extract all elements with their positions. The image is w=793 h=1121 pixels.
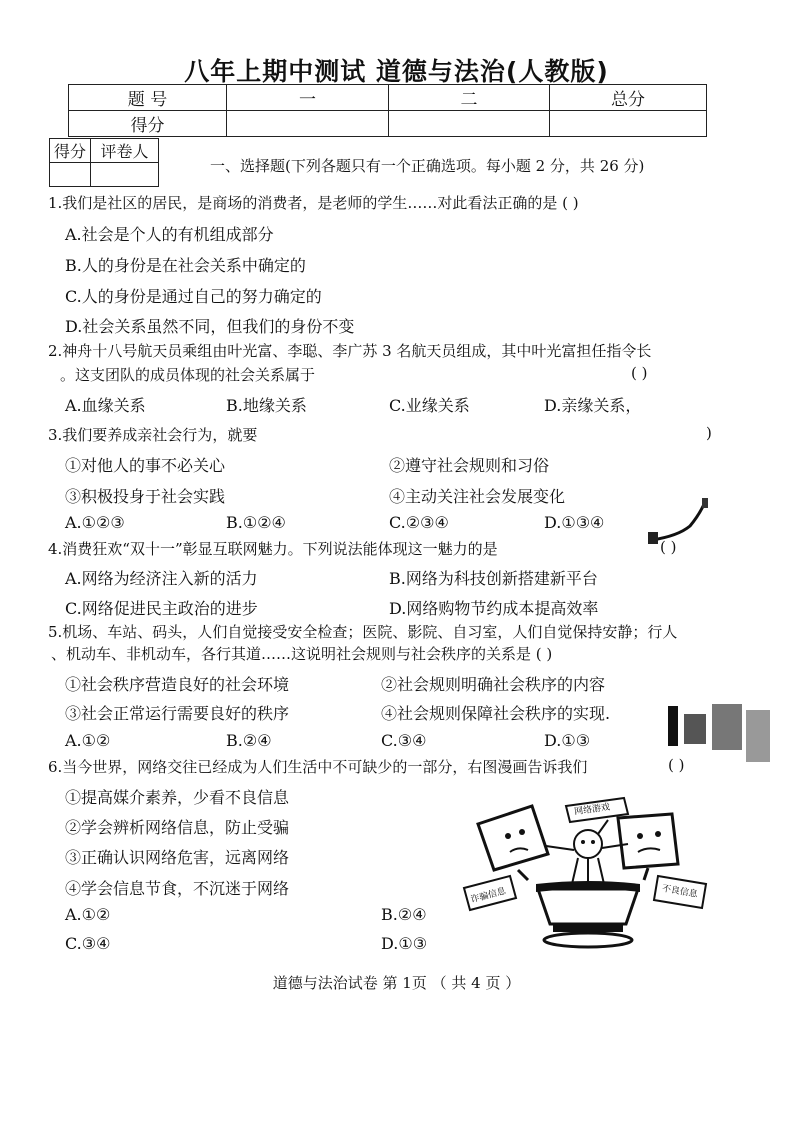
grader-name-label: 评卷人 bbox=[91, 139, 159, 163]
question-6-item-1: ①提高媒介素养，少看不良信息 bbox=[65, 788, 290, 807]
answer-paren: ( ) bbox=[631, 364, 648, 382]
question-6-option-d[interactable]: D.①③ bbox=[381, 934, 428, 953]
score-header-cell: 一 bbox=[227, 85, 389, 111]
cartoon-label: 诈骗信息 bbox=[469, 886, 508, 906]
answer-paren: ( ) bbox=[668, 756, 685, 774]
question-5-option-a[interactable]: A.①② bbox=[65, 731, 111, 750]
question-5-stem: 5.机场、车站、码头，人们自觉接受安全检查；医院、影院、自习室，人们自觉保持安静；行人 bbox=[48, 623, 678, 641]
score-row-label: 得分 bbox=[69, 111, 227, 137]
question-2-option-c[interactable]: C.业缘关系 bbox=[389, 396, 470, 415]
page-title: 八年上期中测试 道德与法治(人教版) bbox=[184, 57, 609, 86]
question-6-item-2: ②学会辨析网络信息，防止受骗 bbox=[65, 818, 290, 837]
question-5-option-c[interactable]: C.③④ bbox=[381, 731, 427, 750]
question-6-item-4: ④学会信息节食，不沉迷于网络 bbox=[65, 879, 290, 898]
score-input-cell[interactable] bbox=[227, 111, 389, 137]
question-3-stem: 3.我们要养成亲社会行为，就要 bbox=[48, 426, 258, 444]
score-header-cell: 二 bbox=[389, 85, 550, 111]
question-2-option-b[interactable]: B.地缘关系 bbox=[226, 396, 307, 415]
question-3-item-3: ③积极投身于社会实践 bbox=[65, 487, 226, 506]
question-1-option-b[interactable]: B.人的身份是在社会关系中确定的 bbox=[65, 256, 306, 275]
question-2-option-a[interactable]: A.血缘关系 bbox=[65, 396, 146, 415]
question-1-option-a[interactable]: A.社会是个人的有机组成部分 bbox=[65, 225, 274, 244]
question-6-option-a[interactable]: A.①② bbox=[65, 905, 111, 924]
grader-score-cell[interactable] bbox=[50, 163, 91, 187]
question-5-option-b[interactable]: B.②④ bbox=[226, 731, 272, 750]
question-4-option-c[interactable]: C.网络促进民主政治的进步 bbox=[65, 599, 258, 618]
question-5-item-3: ③社会正常运行需要良好的秩序 bbox=[65, 704, 290, 723]
question-4-option-a[interactable]: A.网络为经济注入新的活力 bbox=[65, 569, 258, 588]
grader-table bbox=[49, 138, 159, 187]
question-2-option-d[interactable]: D.亲缘关系， bbox=[544, 396, 642, 415]
score-input-cell[interactable] bbox=[550, 111, 707, 137]
question-4-stem: 4.消费狂欢“双十一”彰显互联网魅力。下列说法能体现这一魅力的是 bbox=[48, 540, 498, 558]
question-5-stem-cont: 、机动车、非机动车，各行其道……这说明社会规则与社会秩序的关系是 ( ) bbox=[51, 645, 553, 663]
question-5-item-2: ②社会规则明确社会秩序的内容 bbox=[381, 675, 606, 694]
question-3-item-1: ①对他人的事不必关心 bbox=[65, 456, 226, 475]
grader-name-cell[interactable] bbox=[91, 163, 159, 187]
question-1-stem: 1.我们是社区的居民，是商场的消费者，是老师的学生……对此看法正确的是 ( ) bbox=[48, 194, 579, 212]
cartoon-illustration bbox=[458, 784, 718, 954]
answer-paren: ) bbox=[706, 424, 712, 442]
cartoon-label: 不良信息 bbox=[661, 883, 699, 901]
question-3-option-d[interactable]: D.①③④ bbox=[544, 513, 605, 532]
question-3-option-b[interactable]: B.①②④ bbox=[226, 513, 286, 532]
question-6-stem: 6.当今世界，网络交往已经成为人们生活中不可缺少的一部分，右图漫画告诉我们 bbox=[48, 758, 588, 776]
score-header-cell: 题 号 bbox=[69, 85, 227, 111]
scan-mark-icon bbox=[648, 496, 712, 548]
question-6-option-c[interactable]: C.③④ bbox=[65, 934, 111, 953]
score-table bbox=[68, 84, 707, 137]
question-3-item-2: ②遵守社会规则和习俗 bbox=[389, 456, 550, 475]
cartoon-label: 网络游戏 bbox=[573, 802, 611, 818]
question-5-item-1: ①社会秩序营造良好的社会环境 bbox=[65, 675, 290, 694]
question-5-item-4: ④社会规则保障社会秩序的实现. bbox=[381, 704, 611, 723]
question-2-stem-cont: 。这支团队的成员体现的社会关系属于 bbox=[60, 366, 316, 384]
question-1-option-c[interactable]: C.人的身份是通过自己的努力确定的 bbox=[65, 287, 322, 306]
section-header: 一、选择题(下列各题只有一个正确选项。每小题 2 分，共 26 分) bbox=[210, 157, 645, 175]
page-footer: 道德与法治试卷 第 1页 （ 共 4 页 ） bbox=[272, 974, 521, 992]
question-5-option-d[interactable]: D.①③ bbox=[544, 731, 591, 750]
question-3-item-4: ④主动关注社会发展变化 bbox=[389, 487, 566, 506]
question-3-option-a[interactable]: A.①②③ bbox=[65, 513, 125, 532]
grader-score-label: 得分 bbox=[50, 139, 91, 163]
score-input-cell[interactable] bbox=[389, 111, 550, 137]
question-4-option-d[interactable]: D.网络购物节约成本提高效率 bbox=[389, 599, 599, 618]
question-4-option-b[interactable]: B.网络为科技创新搭建新平台 bbox=[389, 569, 598, 588]
question-6-option-b[interactable]: B.②④ bbox=[381, 905, 427, 924]
question-3-option-c[interactable]: C.②③④ bbox=[389, 513, 449, 532]
answer-paren: ( ) bbox=[660, 538, 677, 556]
question-1-option-d[interactable]: D.社会关系虽然不同，但我们的身份不变 bbox=[65, 317, 355, 336]
question-6-item-3: ③正确认识网络危害，远离网络 bbox=[65, 848, 290, 867]
score-header-cell: 总分 bbox=[550, 85, 707, 111]
question-2-stem: 2.神舟十八号航天员乘组由叶光富、李聪、李广苏 3 名航天员组成，其中叶光富担任指令长 bbox=[48, 342, 652, 360]
